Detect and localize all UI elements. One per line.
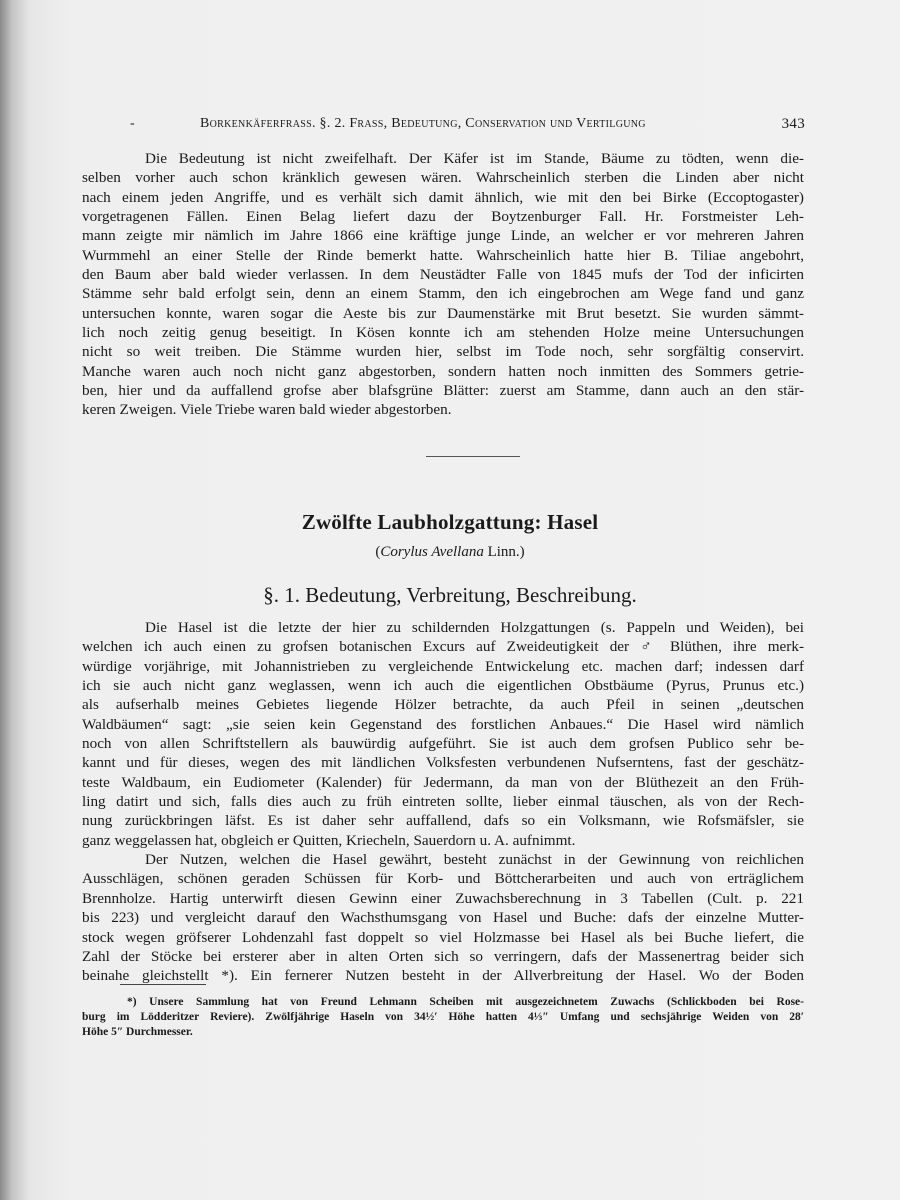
text-line: nach einem jeden Angriffe, und es verhält sich damit ähnlich, wie mit den bei Birke (Eccoptogaster) xyxy=(82,188,804,206)
text-line: Ausschlägen, schönen geraden Schüssen für Korb- und Böttcherarbeiten und auch von erträglichem xyxy=(82,870,804,888)
text-line: Der Nutzen, welchen die Hasel gewährt, besteht zunächst in der Gewinnung von reichlichen xyxy=(145,851,804,869)
text-line: teste Waldbaum, ein Eudiometer (Kalender) für Jedermann, da man von der Blüthezeit an den Früh- xyxy=(82,773,804,791)
text-line: den Baum aber bald wieder verlassen. In dem Neustädter Falle von 1845 mufs der Tod der inficirten xyxy=(82,266,804,284)
text-line: bis 223) und vergleicht darauf den Wachsthumsgang von Hasel und Buche: dafs der einzelne Mutter- xyxy=(82,909,804,927)
text-line: welchen ich auch einen zu grofsen botanischen Excurs auf Zweideutigkeit der ♂ Blüthen, ihre merk- xyxy=(82,638,804,656)
text-line: ganz weggelassen hat, obgleich er Quitten, Kriecheln, Sauerdorn u. A. aufnimmt. xyxy=(82,831,576,849)
header-dash: - xyxy=(130,116,135,131)
subtitle-author: Linn.) xyxy=(483,544,525,560)
paragraph-hasel xyxy=(82,618,804,986)
section-divider xyxy=(426,456,520,457)
text-line: nung zurückbringen läfst. Es ist daher sehr auffallend, dafs so ein Volksmann, wie Rofsmäfsler, sie xyxy=(82,812,804,830)
paragraph-bedeutung xyxy=(82,149,804,420)
page-number: 343 xyxy=(781,116,805,132)
subtitle-open: ( xyxy=(375,544,381,560)
running-header xyxy=(100,116,805,136)
text-line: Höhe 5″ Durchmesser. xyxy=(82,1026,193,1038)
running-title: Borkenkäferfrass. §. 2. Frass, Bedeutung, Conservation und Vertilgung xyxy=(200,116,646,131)
text-line: *) Unsere Sammlung hat von Freund Lehmann Scheiben mit ausgezeichnetem Zuwachs (Schlickboden bei Rose- xyxy=(127,996,804,1008)
text-line: stock wegen gröfserer Lohdenzahl fast doppelt so viel Holzmasse bei Hasel als bei Buche liefert, die xyxy=(82,928,804,946)
text-line: würdige vorjährige, mit Johannistrieben zu vergleichende Entwickelung etc. machen darf; indessen darf xyxy=(82,657,804,675)
text-line: Manche waren auch noch nicht ganz abgestorben, sondern hatten noch inmitten des Sommers getrie- xyxy=(82,362,804,380)
text-line: beinahe gleichstellt *). Ein fernerer Nutzen besteht in der Allverbreitung der Hasel. Wo der Boden xyxy=(82,967,804,985)
text-line: Die Hasel ist die letzte der hier zu schildernden Holzgattungen (s. Pappeln und Weiden), bei xyxy=(145,619,804,636)
text-line: selben vorher auch schon kränklich gewesen wären. Wahrscheinlich sterben die Linden aber nicht xyxy=(82,169,804,187)
text-line: Waldbäumen“ sagt: „sie seien kein Gegenstand des forstlichen Anbaues.“ Die Hasel wird nämlich xyxy=(82,715,804,733)
text-line: burg im Lödderitzer Reviere). Zwölfjährige Haseln von 34½′ Höhe hatten 4⅓″ Umfang und sechsjährige Weiden von 28′ xyxy=(82,1011,804,1023)
text-line: keren Zweigen. Viele Triebe waren bald wieder abgestorben. xyxy=(82,401,452,419)
text-line: Die Bedeutung ist nicht zweifelhaft. Der Käfer ist im Stande, Bäume zu tödten, wenn die- xyxy=(145,150,804,167)
footnote-rule xyxy=(120,984,206,985)
text-line: untersuchen konnte, waren sogar die Aeste bis zur Daumenstärke mit Brut besetzt. Sie wurden sämmt- xyxy=(82,304,804,322)
subtitle-latin-name: Corylus Avellana xyxy=(380,544,484,560)
text-line: als aufserhalb meines Gebietes liegende Hölzer betrachte, da auch Pfeil in seinen „deutschen xyxy=(82,696,804,714)
text-line: Wurmmehl an einer Stelle der Rinde bemerkt hatte. Wahrscheinlich hatte hier B. Tiliae angebohrt, xyxy=(82,246,804,264)
text-line: ich sie auch nicht ganz weglassen, wenn ich auch die eigentlichen Obstbäume (Pyrus, Prunus etc.) xyxy=(82,677,804,695)
section-heading: §. 1. Bedeutung, Verbreitung, Beschreibung. xyxy=(263,583,637,607)
text-line: ling datirt und sich, falls dies auch zu früh eintreten sollte, lieber einmal täuschen, als von der Rech- xyxy=(82,793,804,811)
text-line: kannt und für dieses, wegen des mit ländlichen Volksfesten verbundenen Nufserntens, fast der geschätz- xyxy=(82,754,804,772)
text-line: Brennholze. Hartig unterwirft diesen Gewinn einer Zuwachsberechnung in 3 Tabellen (Cult. p. 221 xyxy=(82,889,804,907)
text-line: Zahl der Stöcke bei ersterer aber in alten Orten sich so verringern, dafs der Massenertrag beider sich xyxy=(82,947,804,965)
text-line: lich noch zeitig genug beseitigt. In Kösen konnte ich am stehenden Holze meine Untersuchungen xyxy=(82,324,804,342)
text-line: ben, hier und da auffallend grofse aber blafsgrüne Blätter: zuerst am Stamme, dann auch an den stär- xyxy=(82,382,804,400)
footnote xyxy=(82,995,804,1040)
text-line: nicht so weit treiben. Die Stämme wurden hier, selbst im Tode noch, sehr sorgfältig conservirt. xyxy=(82,343,804,361)
text-line: mann zeigte mir nämlich im Jahre 1866 eine kräftige junge Linde, an welcher er vor mehreren Jahren xyxy=(82,227,804,245)
text-line: Stämme sehr bald erfolgt sein, denn an einem Stamm, den ich eingebrochen am Wege fand und ganz xyxy=(82,285,804,303)
text-line: noch von allen Schriftstellern als bauwürdig aufgeführt. Sie ist auch dem grofsen Publico sehr be- xyxy=(82,735,804,753)
text-line: vorgetragenen Fällen. Einen Belag liefert dazu der Boytzenburger Fall. Hr. Forstmeister Leh- xyxy=(82,208,804,226)
chapter-title: Zwölfte Laubholzgattung: Hasel xyxy=(301,510,599,534)
chapter-subtitle xyxy=(0,544,900,561)
